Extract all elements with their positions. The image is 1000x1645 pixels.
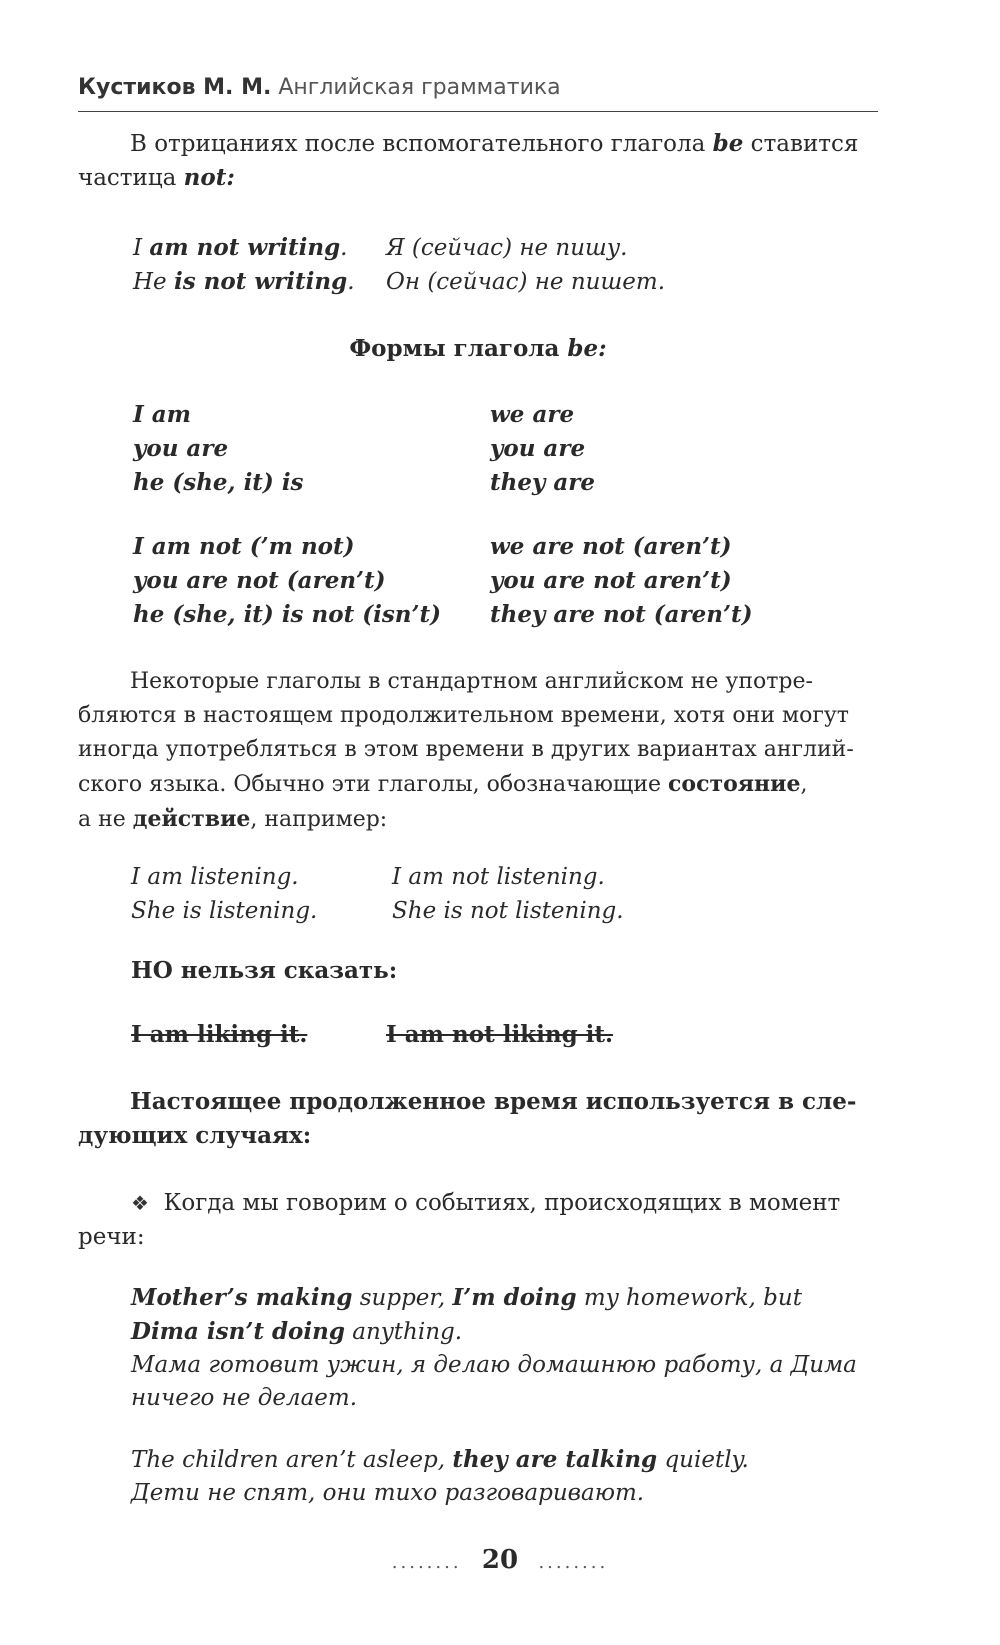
- example-neg-2: He is not writing.: [133, 268, 355, 295]
- form-item: I am not (’m not): [133, 533, 355, 560]
- forms-positive-left: [133, 398, 304, 500]
- example-mother: Mother’s making supper, I’m doing my homework, but Dima isn’t doing anything. Мама готовит ужин, я делаю домашнюю работу, а Дима ничего не делает.: [131, 1284, 857, 1411]
- footer-dots-left: ........: [391, 1552, 462, 1573]
- listening-right: [392, 860, 624, 928]
- example-item: I am not listening.: [392, 864, 605, 890]
- forms-negative-right: [490, 530, 752, 632]
- term-not: not:: [183, 164, 235, 191]
- example-item: She is listening.: [131, 898, 318, 924]
- form-item: you are: [490, 435, 586, 462]
- form-item: we are not (aren’t): [490, 533, 732, 560]
- intro-paragraph: [78, 127, 878, 195]
- form-item: you are not aren’t): [490, 567, 732, 594]
- intro-text: В отрицаниях после вспомогательного глагола: [130, 131, 713, 157]
- example-neg-1-ru: Я (сейчас) не пишу.: [386, 235, 628, 261]
- form-item: you are: [133, 435, 229, 462]
- page-number: 20: [481, 1545, 519, 1575]
- bullet-item: ❖ Когда мы говорим о событиях, происходящих в момент речи:: [78, 1190, 841, 1250]
- example-neg-2-ru: Он (сейчас) не пишет.: [386, 269, 665, 295]
- page-footer: [0, 1545, 1000, 1575]
- header-rule: [78, 111, 878, 112]
- footer-dots-right: ........: [538, 1552, 609, 1573]
- forms-positive-right: [490, 398, 595, 500]
- form-item: they are: [490, 469, 596, 496]
- wrong-example-left: I am liking it.: [131, 1021, 308, 1048]
- header-author: Кустиков М. М.: [78, 75, 272, 100]
- forms-heading: Формы глагола be:: [349, 335, 607, 362]
- wrong-example-right: I am not liking it.: [386, 1021, 614, 1048]
- form-item: they are not (aren’t): [490, 601, 753, 628]
- example-item: She is not listening.: [392, 898, 624, 924]
- listening-left: [131, 860, 317, 928]
- form-item: we are: [490, 401, 575, 428]
- usage-heading: Настоящее продолженное время используется в сле- дующих случаях:: [78, 1088, 857, 1149]
- stative-paragraph: Некоторые глаголы в стандартном английском не употре- бляются в настоящем продолжительном времени, хотя они могут иногда употребляться в этом времени в других вариантах англий- ского языка. Обычно эти глаголы, обозначающие состояние, а не действие, например:: [78, 669, 854, 832]
- intro-text: ставится: [743, 131, 859, 157]
- diamond-bullet-icon: ❖: [131, 1191, 149, 1215]
- but-heading: НО нельзя сказать:: [131, 957, 398, 984]
- form-item: he (she, it) is: [133, 469, 304, 496]
- form-item: he (she, it) is not (isn’t): [133, 601, 442, 628]
- form-item: I am: [133, 401, 192, 428]
- example-children: The children aren’t asleep, they are talking quietly. Дети не спят, они тихо разговаривают.: [131, 1446, 749, 1506]
- forms-negative-left: [133, 530, 441, 632]
- example-item: I am listening.: [131, 864, 299, 890]
- intro-text: частица: [78, 165, 184, 191]
- header-title: Английская грамматика: [278, 75, 561, 100]
- form-item: you are not (aren’t): [133, 567, 386, 594]
- term-be: be: [712, 130, 744, 157]
- running-header: [78, 75, 878, 100]
- example-neg-1: I am not writing.: [133, 234, 348, 261]
